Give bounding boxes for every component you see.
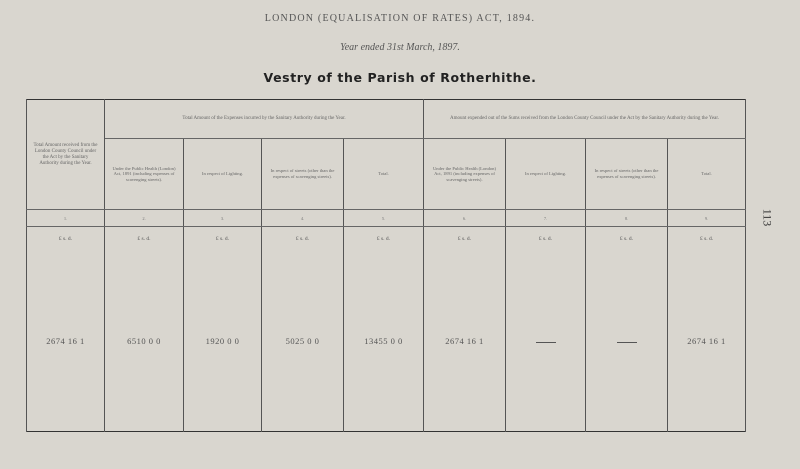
dash-mark <box>617 342 637 343</box>
value-cell: 1920 0 0 <box>184 251 262 432</box>
subheader-col6: Under the Public Health (London) Act, 1891 (including expenses of scavenging streets). <box>424 139 506 210</box>
value-cell: 5025 0 0 <box>262 251 344 432</box>
column-number: 1. <box>27 210 105 227</box>
unit-label: £ s. d. <box>27 227 105 252</box>
subheader-col7: In respect of Lighting. <box>506 139 586 210</box>
page-number: 113 <box>760 208 775 227</box>
column-number: 4. <box>262 210 344 227</box>
unit-label: £ s. d. <box>424 227 506 252</box>
column-number: 8. <box>586 210 668 227</box>
act-title: LONDON (EQUALISATION OF RATES) ACT, 1894. <box>264 13 536 24</box>
column-number: 6. <box>424 210 506 227</box>
column-number: 2. <box>105 210 184 227</box>
parish-heading: Vestry of the Parish of Rotherhithe. <box>263 70 537 85</box>
value-cell: 6510 0 0 <box>105 251 184 432</box>
dash-mark <box>536 342 556 343</box>
value-cell: 2674 16 1 <box>27 251 105 432</box>
unit-label: £ s. d. <box>586 227 668 252</box>
col1-header: Total Amount received from the London County Council under the Act by the Sanitary Authority during the Year. <box>27 100 105 210</box>
column-number: 9. <box>668 210 746 227</box>
unit-label: £ s. d. <box>184 227 262 252</box>
subheader-col9: Total. <box>668 139 746 210</box>
rates-table <box>26 99 746 432</box>
column-number: 3. <box>184 210 262 227</box>
column-number: 7. <box>506 210 586 227</box>
unit-label: £ s. d. <box>105 227 184 252</box>
value-cell: 2674 16 1 <box>424 251 506 432</box>
subheader-col3: In respect of Lighting. <box>184 139 262 210</box>
group1-header: Total Amount of the Expenses incurred by the Sanitary Authority during the Year. <box>105 100 424 139</box>
value-cell: 13455 0 0 <box>344 251 424 432</box>
column-number: 5. <box>344 210 424 227</box>
group2-header: Amount expended out of the Sums received from the London County Council under the Act by the Sanitary Authority during the Year. <box>424 100 746 139</box>
empty-dash-cell <box>506 251 586 432</box>
subheader-col4: In respect of streets (other than the expenses of scavenging streets). <box>262 139 344 210</box>
unit-label: £ s. d. <box>668 227 746 252</box>
subheader-col8: In respect of streets (other than the expenses of scavenging streets). <box>586 139 668 210</box>
unit-label: £ s. d. <box>344 227 424 252</box>
empty-dash-cell <box>586 251 668 432</box>
subheader-col2: Under the Public Health (London) Act, 1891 (including expenses of scavenging streets). <box>105 139 184 210</box>
subheader-col5: Total. <box>344 139 424 210</box>
unit-label: £ s. d. <box>262 227 344 252</box>
unit-label: £ s. d. <box>506 227 586 252</box>
value-cell: 2674 16 1 <box>668 251 746 432</box>
year-subtitle: Year ended 31st March, 1897. <box>340 42 460 53</box>
